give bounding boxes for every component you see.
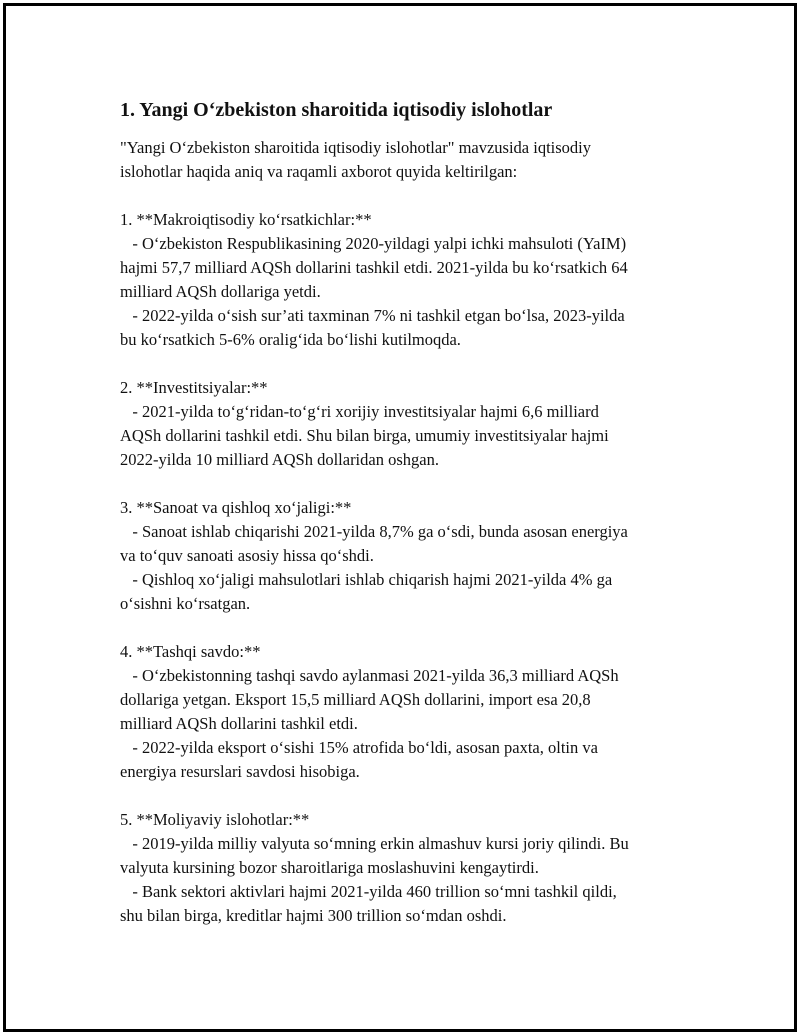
section-line: energiya resurslari savdosi hisobiga. — [120, 762, 360, 781]
section-line: - 2019-yilda milliy valyuta so‘mning erkin almashuv kursi joriy qilindi. Bu — [120, 834, 629, 853]
paragraph-gap — [120, 472, 700, 496]
section-line: - 2021-yilda to‘g‘ridan-to‘g‘ri xorijiy investitsiyalar hajmi 6,6 milliard — [120, 402, 599, 421]
section-title: 2. **Investitsiyalar:** — [120, 378, 268, 397]
section-line: - Bank sektori aktivlari hajmi 2021-yilda 460 trillion so‘mni tashkil qildi, — [120, 882, 617, 901]
section-macro — [120, 208, 700, 352]
paragraph-gap — [120, 352, 700, 376]
document-heading: 1. Yangi O‘zbekiston sharoitida iqtisodiy islohotlar — [120, 99, 553, 121]
section-line: milliard AQSh dollariga yetdi. — [120, 282, 321, 301]
section-line: - O‘zbekiston Respublikasining 2020-yildagi yalpi ichki mahsuloti (YaIM) — [120, 234, 627, 253]
section-line: hajmi 57,7 milliard AQSh dollarini tashkil etdi. 2021-yilda bu ko‘rsatkich 64 — [120, 258, 628, 277]
section-line: 2022-yilda 10 milliard AQSh dollaridan oshgan. — [120, 450, 439, 469]
section-line: dollariga yetgan. Eksport 15,5 milliard AQSh dollarini, import esa 20,8 — [120, 690, 591, 709]
section-line: va to‘quv sanoati asosiy hissa qo‘shdi. — [120, 546, 374, 565]
paragraph-gap — [120, 616, 700, 640]
section-line: - Qishloq xo‘jaligi mahsulotlari ishlab chiqarish hajmi 2021-yilda 4% ga — [120, 570, 613, 589]
document-body — [120, 96, 700, 928]
intro-paragraph — [120, 136, 700, 184]
section-foreign-trade — [120, 640, 700, 784]
section-financial-reforms — [120, 808, 700, 928]
section-line: - Sanoat ishlab chiqarishi 2021-yilda 8,7% ga o‘sdi, bunda asosan energiya — [120, 522, 628, 541]
section-line: o‘sishni ko‘rsatgan. — [120, 594, 251, 613]
section-title: 5. **Moliyaviy islohotlar:** — [120, 810, 310, 829]
paragraph-gap — [120, 784, 700, 808]
section-line: shu bilan birga, kreditlar hajmi 300 trillion so‘mdan oshdi. — [120, 906, 507, 925]
section-title: 1. **Makroiqtisodiy ko‘rsatkichlar:** — [120, 210, 372, 229]
section-investments — [120, 376, 700, 472]
section-title: 3. **Sanoat va qishloq xo‘jaligi:** — [120, 498, 352, 517]
section-line: AQSh dollarini tashkil etdi. Shu bilan birga, umumiy investitsiyalar hajmi — [120, 426, 609, 445]
section-line: - 2022-yilda eksport o‘sishi 15% atrofida bo‘ldi, asosan paxta, oltin va — [120, 738, 598, 757]
section-line: valyuta kursining bozor sharoitlariga moslashuvini kengaytirdi. — [120, 858, 539, 877]
section-line: milliard AQSh dollarini tashkil etdi. — [120, 714, 358, 733]
section-line: - 2022-yilda o‘sish sur’ati taxminan 7% ni tashkil etgan bo‘lsa, 2023-yilda — [120, 306, 625, 325]
paragraph-gap — [120, 184, 700, 208]
section-industry-agriculture — [120, 496, 700, 616]
section-line: - O‘zbekistonning tashqi savdo aylanmasi 2021-yilda 36,3 milliard AQSh — [120, 666, 619, 685]
page-frame — [3, 3, 797, 1032]
section-title: 4. **Tashqi savdo:** — [120, 642, 261, 661]
intro-line: "Yangi O‘zbekiston sharoitida iqtisodiy islohotlar" mavzusida iqtisodiy — [120, 138, 592, 157]
section-line: bu ko‘rsatkich 5-6% oralig‘ida bo‘lishi kutilmoqda. — [120, 330, 461, 349]
intro-line: islohotlar haqida aniq va raqamli axborot quyida keltirilgan: — [120, 162, 518, 181]
